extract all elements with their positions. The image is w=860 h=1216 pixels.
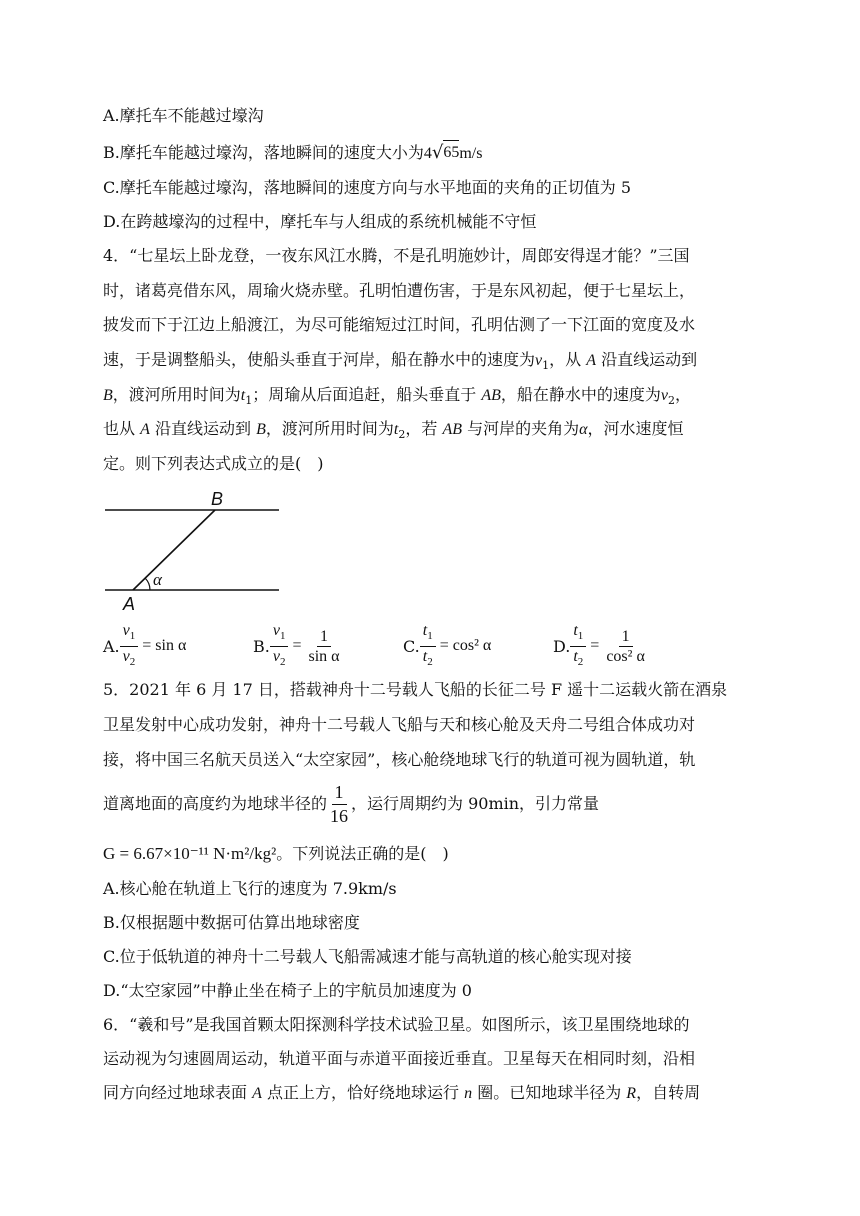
q6-line-2: 运动视为匀速圆周运动，轨道平面与赤道平面接近垂直。卫星每天在相同时刻，沿相: [103, 1049, 696, 1068]
fraction: $\frac{t_1}{t_2}$: [420, 621, 436, 672]
label-b: B: [211, 489, 224, 509]
fraction: $\frac{1}{\text{sin α}}$: [308, 627, 340, 665]
q4-option-b: B. $\frac{v_1}{v_2}$ = $\frac{1}{\text{sin α}}$: [253, 624, 343, 668]
q5-line-1: 5．2021 年 6 月 17 日，搭载神舟十二号载人飞船的长征二号 F 遥十二运载火箭在酒泉: [103, 680, 728, 699]
gravitational-constant: G = 6.67×10⁻¹¹ N·m²/kg²: [103, 844, 277, 863]
q5-option-c: C.位于低轨道的神舟十二号载人飞船需减速才能与高轨道的核心舱实现对接: [103, 947, 632, 966]
label-alpha: α: [153, 570, 162, 589]
sqrt-expression: √ 65: [431, 142, 460, 163]
q4-line-7: 定。则下列表达式成立的是( ): [103, 454, 324, 473]
q5-option-a: A.核心舱在轨道上飞行的速度为 7.9km/s: [103, 879, 397, 898]
q3-option-a: A.摩托车不能越过壕沟: [103, 106, 264, 125]
q4-line-2: 时，诸葛亮借东风，周瑜火烧赤壁。孔明怕遭伤害，于是东风初起，便于七星坛上，: [103, 281, 696, 300]
label-a: A: [123, 594, 136, 614]
q3-option-c: C.摩托车能越过壕沟，落地瞬间的速度方向与水平地面的夹角的正切值为 5: [103, 178, 632, 197]
q3-option-d: D.在跨越壕沟的过程中，摩托车与人组成的系统机械能不守恒: [103, 212, 537, 231]
q6-line-1: 6．“羲和号”是我国首颗太阳探测科学技术试验卫星。如图所示，该卫星围绕地球的: [103, 1015, 690, 1034]
q5-line-3: 接，将中国三名航天员送入“太空家园”，核心舱绕地球飞行的轨道可视为圆轨道，轨: [103, 750, 696, 769]
q4-option-a: A. $\frac{v_1}{v_2}$ = sin α: [103, 624, 186, 668]
angle-arc: [145, 578, 150, 590]
fraction: $\frac{v_1}{v_2}$: [120, 621, 139, 672]
q4-line-5: B，渡河所用时间为$t_1$；周瑜从后面追赶，船头垂直于 AB，船在静水中的速度为$v_2$，: [103, 385, 692, 407]
q4-line-4: 速，于是调整船头，使船头垂直于河岸，船在静水中的速度为$v_1$，从 A 沿直线运动到: [103, 350, 698, 372]
q4-line-1: 4．“七星坛上卧龙登，一夜东风江水腾，不是孔明施妙计，周郎安得逞才能？”三国: [103, 246, 690, 265]
q5-option-b: B.仅根据题中数据可估算出地球密度: [103, 913, 360, 932]
fraction: $\frac{t_1}{t_2}$: [570, 621, 586, 672]
q5-option-d: D.“太空家园”中静止坐在椅子上的宇航员加速度为 0: [103, 981, 472, 1000]
fraction: $\frac{1}{16}$: [330, 781, 349, 826]
river-crossing-diagram: [103, 486, 283, 616]
q4-line-3: 披发而下于江边上船渡江，为尽可能缩短过江时间，孔明估测了一下江面的宽度及水: [103, 315, 696, 334]
q4-line-6: 也从 A 沿直线运动到 B，渡河所用时间为$t_2$，若 AB 与河岸的夹角为α，河水速度恒: [103, 419, 684, 441]
q4-option-d: D. $\frac{t_1}{t_2}$ = $\frac{1}{\text{cos² α}}$: [553, 624, 648, 668]
fraction: $\frac{1}{\text{cos² α}}$: [606, 627, 645, 665]
q3-option-b: B.摩托车能越过壕沟，落地瞬间的速度大小为4 √ 65 m/s: [103, 142, 483, 163]
q5-line-4: 道离地面的高度约为地球半径的 $\frac{1}{16}$ ，运行周期约为 90min，引力常量: [103, 781, 600, 826]
fraction: $\frac{v_1}{v_2}$: [270, 621, 289, 672]
q6-line-3: 同方向经过地球表面 A 点正上方，恰好绕地球运行 n 圈。已知地球半径为 R，自转周: [103, 1083, 701, 1102]
q5-line-2: 卫星发射中心成功发射，神舟十二号载人飞船与天和核心舱及天舟二号组合体成功对: [103, 715, 696, 734]
q4-option-c: C. $\frac{t_1}{t_2}$ = cos² α: [403, 624, 491, 668]
q5-line-5: G = 6.67×10⁻¹¹ N·m²/kg²。下列说法正确的是( ): [103, 844, 449, 863]
